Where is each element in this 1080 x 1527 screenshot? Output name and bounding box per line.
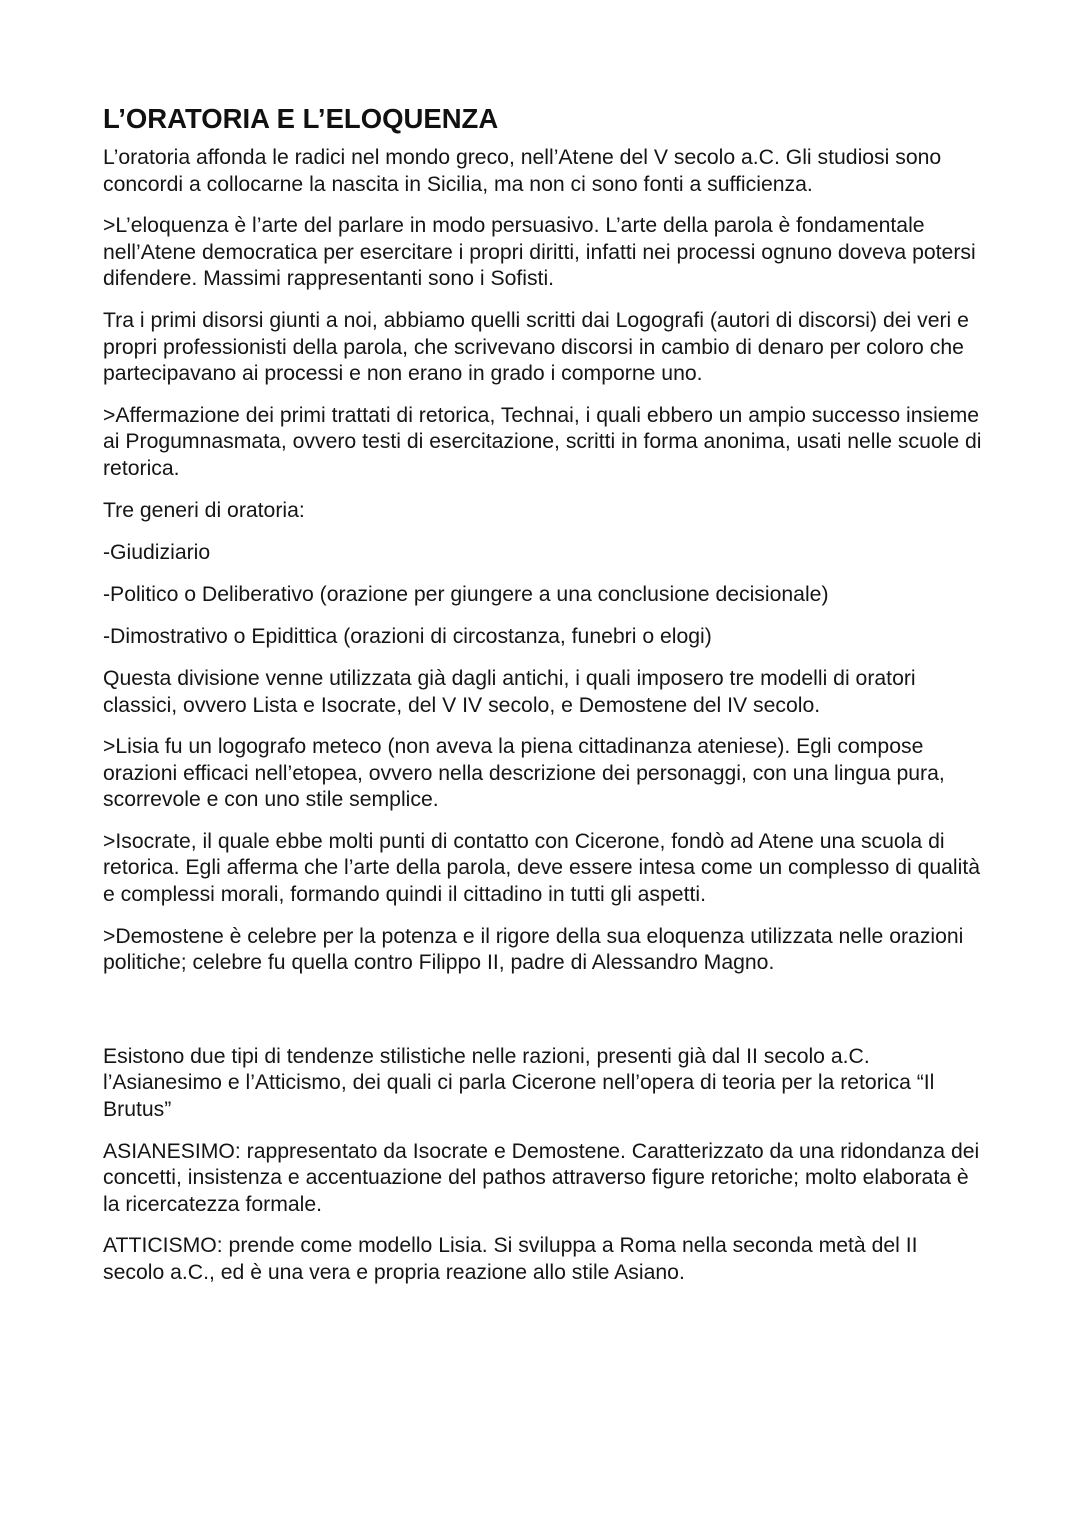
paragraph-origins: L’oratoria affonda le radici nel mondo greco, nell’Atene del V secolo a.C. Gli studiosi sono concordi a collocarne la nascita in Sicilia, ma non ci sono fonti a sufficienza.: [103, 146, 942, 196]
paragraph-logographers: Tra i primi disorsi giunti a noi, abbiamo quelli scritti dai Logografi (autori di discorsi) dei veri e propri professionisti della parola, che scrivevano discorsi in cambio di denaro per coloro che partecipavano ai processi e non erano in grado i comporne uno.: [103, 308, 969, 386]
paragraph-classic-orators: Questa divisione venne utilizzata già dagli antichi, i quali imposero tre modelli di oratori classici, ovvero Lista e Isocrate, del V IV secolo, e Demostene del IV secolo.: [103, 666, 916, 717]
paragraph-atticism: ATTICISMO: prende come modello Lisia. Si sviluppa a Roma nella seconda metà del II secolo a.C., ed è una vera e propria reazione allo stile Asiano.: [103, 1234, 918, 1284]
paragraph-treatises: >Affermazione dei primi trattati di retorica, Technai, i quali ebbero un ampio successo insieme ai Progumnasmata, ovvero testi di esercitazione, scritti in forma anonima, usati nelle scuole di retorica.: [103, 403, 982, 480]
paragraph-stylistic-trends: Esistono due tipi di tendenze stilistiche nelle razioni, presenti già dal II secolo a.C. l’Asianesimo e l’Atticismo, dei quali ci parla Cicerone nell’opera di teoria per la retorica “Il Brutus”: [103, 1044, 935, 1122]
list-item-epideictic: -Dimostrativo o Epidittica (orazioni di circostanza, funebri o elogi): [103, 624, 712, 648]
paragraph-isocrates: >Isocrate, il quale ebbe molti punti di contatto con Cicerone, fondò ad Atene una scuola di retorica. Egli afferma che l’arte della parola, deve essere intesa come un complesso di qualità e complessi morali, formando quindi il cittadino in tutti gli aspetti.: [103, 829, 981, 907]
list-item-judicial: -Giudiziario: [103, 540, 211, 564]
paragraph-lysias: >Lisia fu un logografo meteco (non aveva la piena cittadinanza ateniese). Egli compose orazioni efficaci nell’etopea, ovvero nella descrizione dei personaggi, con una lingua pura, scorrevole e con uno stile semplice.: [103, 735, 945, 812]
list-item-deliberative: -Politico o Deliberativo (orazione per giungere a una conclusione decisionale): [103, 582, 829, 606]
paragraph-demosthenes: >Demostene è celebre per la potenza e il rigore della sua eloquenza utilizzata nelle orazioni politiche; celebre fu quella contro Filippo II, padre di Alessandro Magno.: [103, 924, 964, 975]
paragraph-genres-intro: Tre generi di oratoria:: [103, 498, 305, 522]
document-page: [103, 102, 983, 1302]
section-spacer: [103, 992, 983, 1044]
paragraph-asianism: ASIANESIMO: rappresentato da Isocrate e Demostene. Caratterizzato da una ridondanza dei concetti, insistenza e accentuazione del pathos attraverso figure retoriche; molto elaborata è la ricercatezza formale.: [103, 1139, 980, 1216]
document-title: L’ORATORIA E L’ELOQUENZA: [103, 103, 499, 134]
paragraph-eloquence: >L’eloquenza è l’arte del parlare in modo persuasivo. L’arte della parola è fondamentale nell’Atene democratica per esercitare i propri diritti, infatti nei processi ognuno doveva potersi difendere. Massimi rappresentanti sono i Sofisti.: [103, 214, 976, 291]
